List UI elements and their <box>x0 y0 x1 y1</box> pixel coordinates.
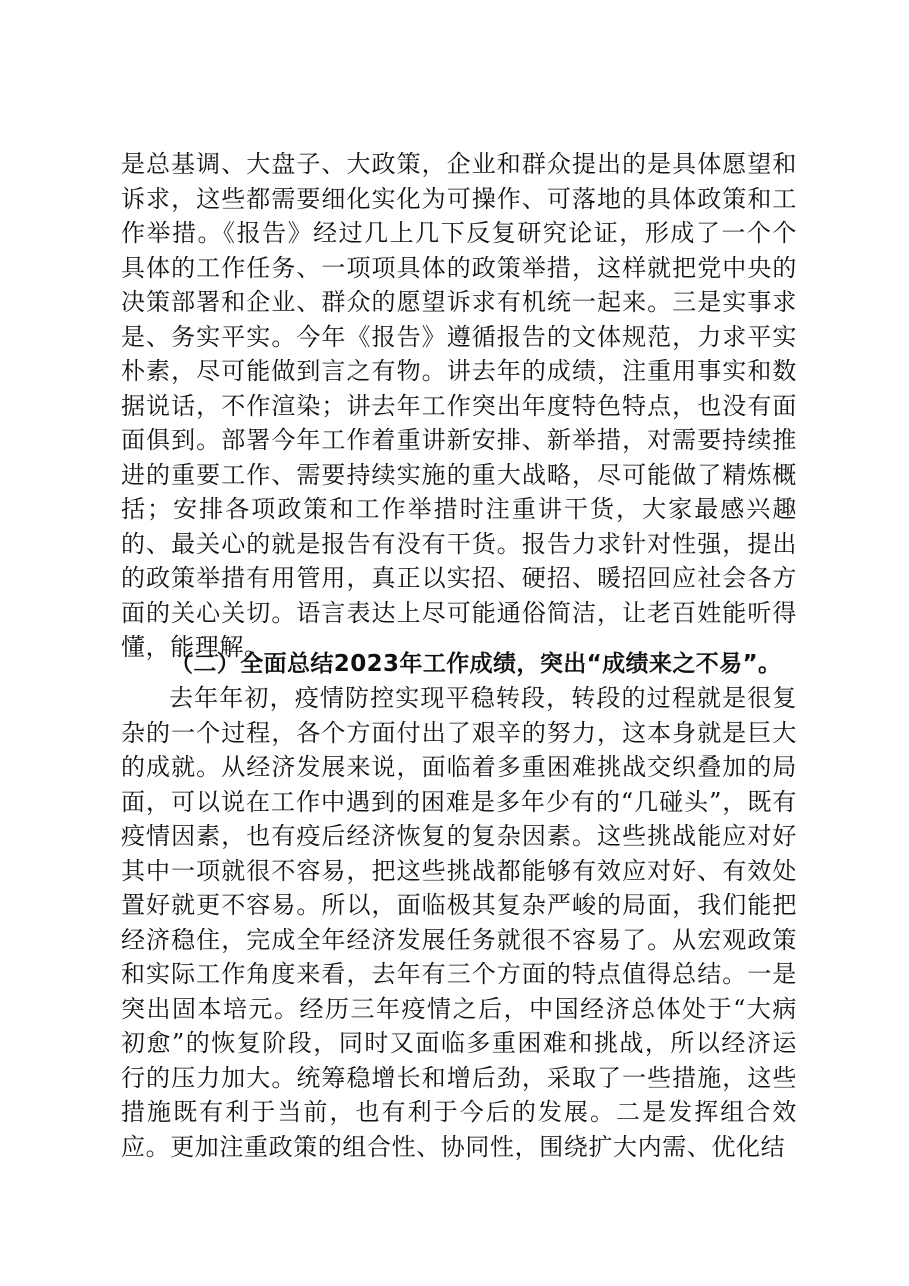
body-paragraph-2: 去年年初，疫情防控实现平稳转段，转段的过程就是很复杂的一个过程，各个方面付出了艰辛的努力，这本身就是巨大的成就。从经济发展来说，面临着多重困难挑战交织叠加的局面，可以说在工作中遇到的困难是多年少有的“几碰头”，既有疫情因素，也有疫后经济恢复的复杂因素。这些挑战能应对好其中一项就很不容易，把这些挑战都能够有效应对好、有效处置好就更不容易。所以，面临极其复杂严峻的局面，我们能把经济稳住，完成全年经济发展任务就很不容易了。从宏观政策和实际工作角度来看，去年有三个方面的特点值得总结。一是突出固本培元。经历三年疫情之后，中国经济总体处于“大病初愈”的恢复阶段，同时又面临多重困难和挑战，所以经济运行的压力加大。统筹稳增长和增后劲，采取了一些措施，这些措施既有利于当前，也有利于今后的发展。二是发挥组合效应。更加注重政策的组合性、协同性，围绕扩大内需、优化结 <box>121 684 797 1161</box>
section-heading: （二）全面总结2023年工作成绩，突出“成绩来之不易”。 <box>170 651 782 677</box>
body-paragraph-1: 是总基调、大盘子、大政策，企业和群众提出的是具体愿望和诉求，这些都需要细化实化为可操作、可落地的具体政策和工作举措。《报告》经过几上几下反复研究论证，形成了一个个具体的工作任务、一项项具体的政策举措，这样就把党中央的决策部署和企业、群众的愿望诉求有机统一起来。三是实事求是、务实平实。今年《报告》遵循报告的文体规范，力求平实朴素，尽可能做到言之有物。讲去年的成绩，注重用事实和数据说话，不作渲染；讲去年工作突出年度特色特点，也没有面面俱到。部署今年工作着重讲新安排、新举措，对需要持续推进的重要工作、需要持续实施的重大战略，尽可能做了精炼概括；安排各项政策和工作举措时注重讲干货，大家最感兴趣的、最关心的就是报告有没有干货。报告力求针对性强，提出的政策举措有用管用，真正以实招、硬招、暖招回应社会各方面的关心关切。语言表达上尽可能通俗简洁，让老百姓能听得懂，能理解。 <box>121 150 797 661</box>
